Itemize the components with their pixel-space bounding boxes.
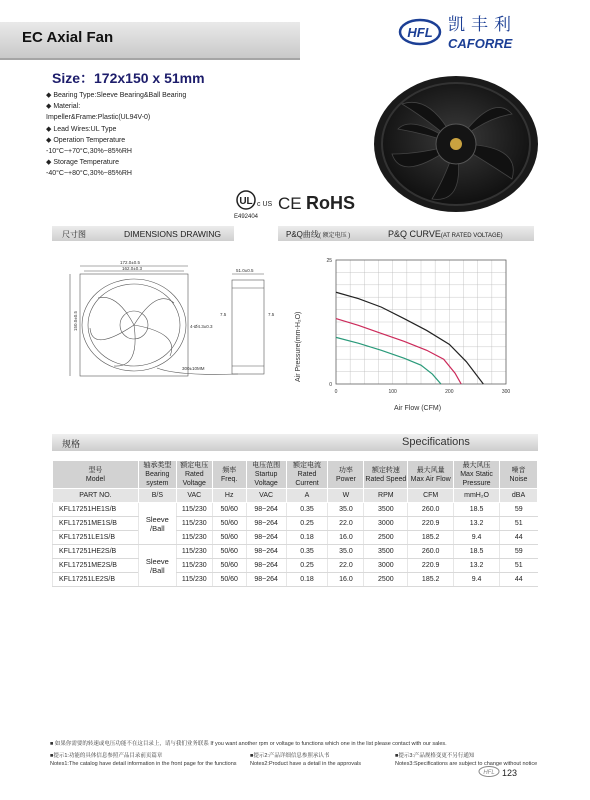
chart-y-label: Air Pressure(mm-H₂O) bbox=[295, 311, 302, 382]
y-tick-label: 25 bbox=[326, 258, 332, 264]
size-title: Size：172x150 x 51mm bbox=[52, 70, 205, 86]
table-cell: 98~264 bbox=[246, 545, 286, 559]
table-cell: 3000 bbox=[364, 559, 408, 573]
table-header-cell bbox=[500, 461, 538, 489]
table-cell: 51 bbox=[500, 559, 538, 573]
header-cn: 额定电流 bbox=[293, 462, 322, 469]
table-cell: KFL17251HE2S/B bbox=[53, 545, 139, 559]
drawing-title-en: DIMENSIONS DRAWING bbox=[124, 229, 221, 239]
header-en: Rated Current bbox=[295, 471, 319, 487]
table-header-cell bbox=[454, 461, 500, 489]
unit-cell: W bbox=[328, 489, 364, 503]
table-cell: 13.2 bbox=[454, 517, 500, 531]
feature-line: -40°C~+80°C,30%~85%RH bbox=[46, 170, 132, 178]
dim-hole: 4-Ø4.3±0.3 bbox=[190, 324, 213, 329]
table-cell: 35.0 bbox=[328, 503, 364, 517]
drawing-title-cn: 尺寸图 bbox=[62, 230, 86, 239]
bearing-cell: Sleeve /Ball bbox=[138, 545, 176, 587]
feature-line: ◆ Lead Wires:UL Type bbox=[46, 125, 117, 133]
table-cell: 98~264 bbox=[246, 531, 286, 545]
table-cell: 260.0 bbox=[408, 503, 454, 517]
table-cell: 220.9 bbox=[408, 517, 454, 531]
table-cell: 115/230 bbox=[176, 517, 212, 531]
dim-width-outer: 172.0±0.5 bbox=[120, 260, 140, 265]
table-cell: 185.2 bbox=[408, 531, 454, 545]
unit-cell: RPM bbox=[364, 489, 408, 503]
table-cell: 115/230 bbox=[176, 531, 212, 545]
header-en: Startup Voltage bbox=[254, 471, 278, 487]
dim-offset-1: 7.5 bbox=[220, 312, 227, 317]
header-cn: 额定转速 bbox=[371, 466, 400, 474]
table-header-cell bbox=[246, 461, 286, 489]
series-line-1 bbox=[336, 292, 483, 384]
table-cell: KFL17251LE2S/B bbox=[53, 573, 139, 587]
svg-text:UL: UL bbox=[239, 196, 253, 207]
header-en: Power bbox=[336, 475, 356, 483]
table-cell: 2500 bbox=[364, 573, 408, 587]
spec-title-en: Specifications bbox=[402, 436, 470, 448]
table-cell: 185.2 bbox=[408, 573, 454, 587]
rohs-mark: RoHS bbox=[306, 193, 355, 213]
table-cell: 260.0 bbox=[408, 545, 454, 559]
table-cell: 0.18 bbox=[286, 531, 328, 545]
dim-offset-2: 7.5 bbox=[268, 312, 275, 317]
table-cell: 0.35 bbox=[286, 545, 328, 559]
table-cell: 0.25 bbox=[286, 559, 328, 573]
table-row bbox=[53, 559, 538, 573]
header-cn: 最大风量 bbox=[416, 466, 445, 474]
unit-cell: B/S bbox=[138, 489, 176, 503]
table-cell: 18.5 bbox=[454, 545, 500, 559]
table-cell: 22.0 bbox=[328, 517, 364, 531]
table-cell: 44 bbox=[500, 573, 538, 587]
header-en: Max Static Pressure bbox=[460, 471, 493, 487]
header-en: Rated Voltage bbox=[182, 471, 206, 487]
table-cell: 18.5 bbox=[454, 503, 500, 517]
unit-cell: VAC bbox=[246, 489, 286, 503]
ul-number: E492404 bbox=[234, 214, 259, 220]
feature-line: ◆ Storage Temperature bbox=[46, 159, 119, 167]
ce-mark: CE bbox=[278, 194, 302, 213]
header-cn: 轴承类型 bbox=[143, 462, 172, 469]
table-row bbox=[53, 573, 538, 587]
x-tick-label: 0 bbox=[334, 389, 338, 395]
table-row bbox=[53, 503, 538, 517]
table-cell: 9.4 bbox=[454, 573, 500, 587]
drawing-section-band bbox=[52, 226, 234, 241]
spec-title-cn: 规格 bbox=[62, 439, 81, 449]
fan-photo bbox=[372, 74, 540, 214]
table-cell: 115/230 bbox=[176, 559, 212, 573]
note-3-cn: ■提示3:产品规格变更不另行通知 bbox=[395, 753, 475, 759]
table-cell: 2500 bbox=[364, 531, 408, 545]
table-cell: KFL17251ME1S/B bbox=[53, 517, 139, 531]
table-cell: 35.0 bbox=[328, 545, 364, 559]
table-header-cell bbox=[364, 461, 408, 489]
table-cell: 50/60 bbox=[212, 517, 246, 531]
table-cell: KFL17251LE1S/B bbox=[53, 531, 139, 545]
table-header-cell bbox=[176, 461, 212, 489]
table-cell: 50/60 bbox=[212, 531, 246, 545]
table-cell: 44 bbox=[500, 531, 538, 545]
dim-depth: 51.0±0.5 bbox=[236, 268, 254, 273]
x-tick-label: 200 bbox=[445, 389, 454, 395]
table-row bbox=[53, 545, 538, 559]
table-cell: 0.25 bbox=[286, 517, 328, 531]
table-cell: 59 bbox=[500, 503, 538, 517]
header-cn: 噪音 bbox=[511, 466, 526, 474]
dim-width-inner: 162.0±0.3 bbox=[122, 266, 142, 271]
table-cell: 50/60 bbox=[212, 573, 246, 587]
unit-cell: VAC bbox=[176, 489, 212, 503]
table-cell: 0.35 bbox=[286, 503, 328, 517]
table-cell: 13.2 bbox=[454, 559, 500, 573]
feature-line: -10°C~+70°C,30%~85%RH bbox=[46, 148, 132, 156]
page-number: 123 bbox=[502, 768, 518, 778]
dim-lead: 300±10MM bbox=[182, 366, 205, 371]
table-cell: 16.0 bbox=[328, 573, 364, 587]
x-tick-label: 100 bbox=[388, 389, 397, 395]
unit-cell: A bbox=[286, 489, 328, 503]
feature-line: ◆ Bearing Type:Sleeve Bearing&Ball Bearing bbox=[46, 92, 187, 99]
bearing-cell: Sleeve /Ball bbox=[138, 503, 176, 545]
header-en: Freq. bbox=[221, 475, 238, 483]
table-cell: 115/230 bbox=[176, 503, 212, 517]
table-cell: 50/60 bbox=[212, 559, 246, 573]
table-cell: 115/230 bbox=[176, 573, 212, 587]
chart-x-label: Air Flow (CFM) bbox=[394, 405, 442, 412]
header-en: Rated Speed bbox=[365, 475, 407, 483]
header-en: Noise bbox=[509, 475, 528, 483]
table-cell: KFL17251ME2S/B bbox=[53, 559, 139, 573]
table-cell: 220.9 bbox=[408, 559, 454, 573]
spec-table bbox=[52, 460, 538, 587]
table-cell: 3500 bbox=[364, 545, 408, 559]
unit-cell: dBA bbox=[500, 489, 538, 503]
ul-text: c US bbox=[257, 201, 273, 208]
pq-title-en: P&Q CURVE(AT RATED VOLTAGE) bbox=[388, 229, 503, 239]
header-en: Max Air Flow bbox=[410, 475, 451, 483]
header-en: Bearing system bbox=[145, 471, 170, 487]
unit-cell: mmH₂O bbox=[454, 489, 500, 503]
header-cn: 额定电压 bbox=[180, 462, 209, 469]
page-title: EC Axial Fan bbox=[22, 29, 114, 46]
dim-height: 150.0±0.5 bbox=[73, 311, 78, 331]
table-header-cell bbox=[212, 461, 246, 489]
certification-marks bbox=[232, 188, 382, 220]
table-header-cell bbox=[286, 461, 328, 489]
pq-curve-chart bbox=[288, 252, 526, 412]
header-cn: 型号 bbox=[88, 466, 103, 474]
table-row bbox=[53, 517, 538, 531]
unit-cell: PART NO. bbox=[53, 489, 139, 503]
table-header-cell bbox=[328, 461, 364, 489]
table-header-row bbox=[53, 461, 538, 489]
table-cell: 22.0 bbox=[328, 559, 364, 573]
unit-cell: Hz bbox=[212, 489, 246, 503]
table-cell: 98~264 bbox=[246, 517, 286, 531]
header-cn: 最大风压 bbox=[462, 462, 491, 469]
table-header-cell bbox=[138, 461, 176, 489]
table-cell: KFL17251HE1S/B bbox=[53, 503, 139, 517]
feature-line: ◆ Operation Temperature bbox=[46, 136, 126, 144]
table-cell: 51 bbox=[500, 517, 538, 531]
header-en: Model bbox=[85, 475, 105, 483]
feature-line: Impeller&Frame:Plastic(UL94V-0) bbox=[46, 114, 151, 122]
dimensions-drawing bbox=[62, 258, 288, 386]
x-tick-label: 300 bbox=[501, 389, 511, 395]
y-tick-label: 0 bbox=[329, 382, 332, 388]
spec-section-band bbox=[52, 434, 538, 451]
table-header-cell bbox=[408, 461, 454, 489]
table-cell: 3500 bbox=[364, 503, 408, 517]
note-3-en: Notes3:Specifications are subject to change without notice bbox=[395, 761, 538, 767]
unit-cell: CFM bbox=[408, 489, 454, 503]
series-line-3 bbox=[336, 337, 441, 384]
series-line-2 bbox=[336, 319, 461, 384]
table-cell: 9.4 bbox=[454, 531, 500, 545]
brand-logo bbox=[398, 8, 558, 52]
table-cell: 50/60 bbox=[212, 545, 246, 559]
brand-logo-text: HFL bbox=[407, 25, 433, 40]
svg-text:HFL: HFL bbox=[483, 770, 495, 776]
table-cell: 98~264 bbox=[246, 503, 286, 517]
note-1-cn: ■提示1:功能的具体信息参照产品目录前页篇章 bbox=[50, 753, 163, 759]
brand-name-cn: 凯丰利 bbox=[448, 15, 517, 35]
table-cell: 98~264 bbox=[246, 559, 286, 573]
header-cn: 功率 bbox=[338, 466, 353, 474]
pq-section-band bbox=[278, 226, 534, 241]
feature-line: ◆ Material: bbox=[46, 103, 81, 111]
table-row bbox=[53, 531, 538, 545]
table-cell: 3000 bbox=[364, 517, 408, 531]
brand-name-en: CAFORRE bbox=[448, 36, 513, 51]
table-cell: 59 bbox=[500, 545, 538, 559]
feature-list bbox=[46, 90, 276, 180]
header-cn: 频率 bbox=[222, 466, 237, 474]
table-cell: 98~264 bbox=[246, 573, 286, 587]
table-cell: 115/230 bbox=[176, 545, 212, 559]
note-1-en: Notes1:The catalog have detail information in the front page for the functions bbox=[50, 761, 237, 767]
footer-logo bbox=[478, 766, 500, 777]
note-2-en: Notes2:Product have a detail in the approvals bbox=[250, 761, 361, 767]
note-2-cn: ■提示2:产品详细信息参照承认书 bbox=[250, 753, 330, 759]
table-unit-row bbox=[53, 489, 538, 503]
table-cell: 0.18 bbox=[286, 573, 328, 587]
header-cn: 电压范围 bbox=[252, 462, 281, 469]
table-header-cell bbox=[53, 461, 139, 489]
table-cell: 16.0 bbox=[328, 531, 364, 545]
pq-title-cn: P&Q曲线( 额定电压 ) bbox=[286, 230, 351, 239]
table-cell: 50/60 bbox=[212, 503, 246, 517]
note-main: ■ 如果你需要的转速或电压功能不在这目录上，请与我们业务联系 If you want another rpm or voltage to functions which one in the list please contact with our sales. bbox=[50, 741, 447, 747]
